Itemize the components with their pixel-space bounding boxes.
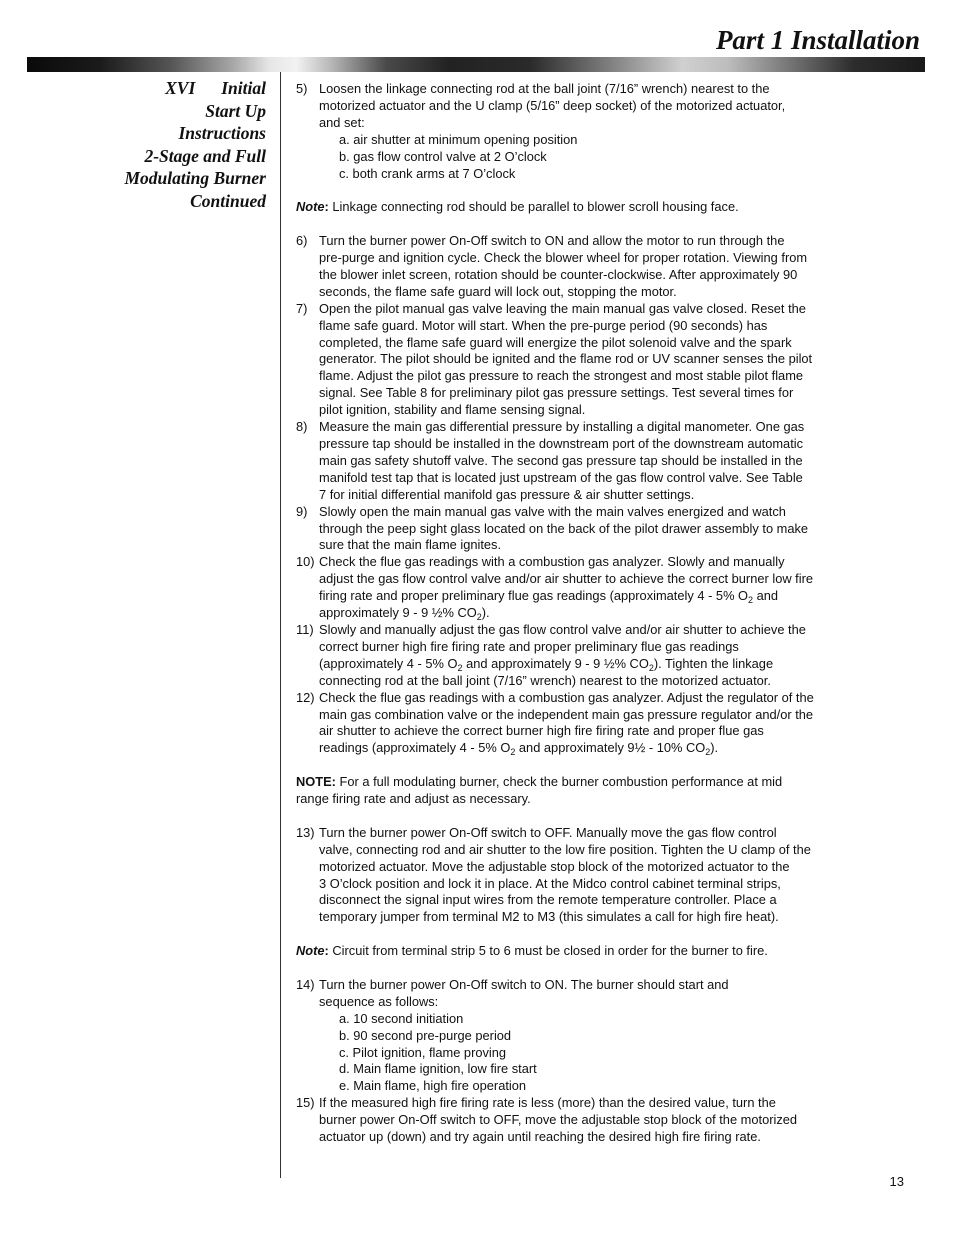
section-heading: [90, 77, 266, 213]
step-line: completed, the flame safe guard will energize the pilot solenoid valve and the spark: [319, 334, 792, 350]
step-line: flame. Adjust the pilot gas pressure to reach the strongest and most stable pilot flame: [319, 368, 804, 384]
step-line: connecting rod at the ball joint (7/16” wrench) nearest to the motorized actuator.: [319, 672, 771, 688]
step-line: approximately 9 - 9 ½% $CO_2$).: [319, 605, 490, 623]
step-line: pressure tap should be installed in the downstream port of the downstream automatic: [319, 436, 804, 451]
step-line: pilot ignition, stability and flame sensing signal.: [319, 402, 586, 418]
page-title: Part 1 Installation: [715, 25, 920, 55]
step-8: [296, 419, 871, 504]
note-full-modulating-cont: range firing rate and adjust as necessary.: [296, 791, 531, 807]
step-line: generator. The pilot should be ignited and the flame rod or UV scanner senses the pilot: [319, 351, 813, 367]
step-number: 6): [296, 233, 308, 249]
step-line: motorized actuator and the U clamp (5/16” deep socket) of the motorized actuator,: [319, 97, 786, 113]
note-full-modulating: [296, 774, 871, 791]
note-text: Circuit from terminal strip 5 to 6 must be closed in order for the burner to fire.: [328, 943, 768, 959]
column-divider: [280, 72, 281, 1178]
note-text: For a full modulating burner, check the burner combustion performance at mid: [335, 774, 783, 790]
step-line: Turn the burner power On-Off switch to OFF. Manually move the gas flow control: [319, 824, 777, 840]
step-line: Slowly open the main manual gas valve with the main valves energized and watch: [319, 503, 786, 519]
section-heading-line-3: Instructions: [178, 123, 266, 144]
sub-item: c. both crank arms at 7 O’clock: [339, 165, 516, 181]
step-line: Check the flue gas readings with a combustion gas analyzer. Slowly and manually: [319, 554, 785, 570]
sub-item: b. 90 second pre-purge period: [339, 1027, 512, 1043]
note-label: Note: [296, 199, 325, 215]
step-9: [296, 504, 871, 555]
step-line: disconnect the signal input wires from the remote temperature controller. Place a: [319, 892, 777, 908]
step-line: and set:: [319, 114, 365, 130]
step-line: the blower inlet screen, rotation should be counter-clockwise. After approximately 90: [319, 266, 798, 282]
step-5: [296, 81, 871, 182]
step-number: 9): [296, 503, 308, 519]
step-line: Check the flue gas readings with a combustion gas analyzer. Adjust the regulator of the: [319, 689, 814, 705]
step-number: 7): [296, 300, 308, 316]
page-number: 13: [889, 1174, 904, 1189]
section-heading-line-6: Continued: [190, 190, 266, 211]
step-line: pre-purge and ignition cycle. Check the blower wheel for proper rotation. Viewing from: [319, 250, 808, 266]
step-line: If the measured high fire firing rate is less (more) than the desired value, turn the: [319, 1095, 776, 1111]
step-14: [296, 977, 871, 1095]
step-line: sure that the main flame ignites.: [319, 537, 502, 553]
sub-item: d. Main flame ignition, low fire start: [339, 1061, 537, 1077]
header-gradient-bar: [27, 57, 925, 72]
step-line: air shutter to achieve the correct burner high fire firing rate and proper flue gas: [319, 723, 764, 739]
step-line: main gas safety shutoff valve. The second gas pressure tap should be installed in the: [319, 452, 803, 468]
step-line: motorized actuator. Move the adjustable stop block of the motorized actuator to the: [319, 858, 790, 874]
section-heading-line-4: 2-Stage and Full: [144, 145, 266, 166]
step-line: readings (approximately 4 - 5% $O_2$ and approximately 9½ - 10% $CO_2$).: [319, 740, 719, 758]
sub-item: a. air shutter at minimum opening position: [339, 131, 578, 147]
step-line: adjust the gas flow control valve and/or air shutter to achieve the correct burner low fire: [319, 571, 814, 587]
step-11: [296, 622, 871, 690]
step-line: burner power On-Off switch to OFF, move the adjustable stop block of the motorized: [319, 1112, 798, 1128]
step-line: Turn the burner power On-Off switch to ON. The burner should start and: [319, 976, 729, 992]
step-line: signal. See Table 8 for preliminary pilot gas pressure settings. Test several times for: [319, 385, 794, 401]
step-7: [296, 301, 871, 419]
step-number: 10): [296, 554, 315, 570]
section-heading-line-1: XVI Initial: [165, 78, 266, 98]
step-number: 14): [296, 976, 315, 992]
step-number: 13): [296, 824, 315, 840]
note-label: Note: [296, 943, 325, 959]
sub-item: b. gas flow control valve at 2 O’clock: [339, 148, 547, 164]
step-number: 8): [296, 419, 308, 435]
step-number: 11): [296, 621, 314, 637]
step-number: 5): [296, 81, 308, 96]
note-label: NOTE:: [296, 774, 336, 790]
sub-item: a. 10 second initiation: [339, 1010, 464, 1026]
step-number: 15): [296, 1095, 315, 1111]
step-line: temporary jumper from terminal M2 to M3 (this simulates a call for high fire heat).: [319, 909, 779, 925]
step-line: Turn the burner power On-Off switch to ON and allow the motor to run through the: [319, 233, 785, 249]
step-line: Measure the main gas differential pressure by installing a digital manometer. One gas: [319, 419, 805, 435]
step-line: Open the pilot manual gas valve leaving the main manual gas valve closed. Reset the: [319, 300, 806, 316]
step-12: [296, 690, 871, 758]
step-6: [296, 233, 871, 301]
step-line: valve, connecting rod and air shutter to the low fire position. Tighten the U clamp of the: [319, 841, 811, 857]
step-line: manifold test tap that is located just upstream of the gas flow control valve. See Table: [319, 469, 803, 485]
step-line: through the peep sight glass located on the back of the pilot drawer assembly to make: [319, 520, 809, 536]
step-number: 12): [296, 689, 315, 705]
step-line: flame safe guard. Motor will start. When the pre-purge period (90 seconds) has: [319, 317, 768, 333]
step-line: correct burner high fire firing rate and proper preliminary flue gas readings: [319, 638, 739, 654]
step-10: [296, 554, 871, 622]
step-line: 3 O’clock position and lock it in place. At the Midco control cabinet terminal strips,: [319, 875, 781, 891]
step-line: 7 for initial differential manifold gas pressure & air shutter settings.: [319, 486, 695, 502]
step-line: firing rate and proper preliminary flue gas readings (approximately 4 - 5% $O_2$ and: [319, 588, 779, 606]
step-line: (approximately 4 - 5% $O_2$ and approximately 9 - 9 ½% $CO_2$). Tighten the linkage: [319, 655, 774, 673]
step-line: main gas combination valve or the independent main gas pressure regulator and/or the: [319, 706, 814, 722]
step-line: actuator up (down) and try again until reaching the desired high fire firing rate.: [319, 1129, 761, 1145]
section-heading-line-5: Modulating Burner: [124, 168, 266, 189]
sub-item: c. Pilot ignition, flame proving: [339, 1044, 507, 1060]
step-line: sequence as follows:: [319, 993, 439, 1009]
note-circuit: Note: Circuit from terminal strip 5 to 6 must be closed in order for the burner to fire.: [296, 943, 768, 959]
step-13: [296, 825, 871, 926]
sub-item: e. Main flame, high fire operation: [339, 1078, 527, 1094]
step-line: seconds, the flame safe guard will lock out, stopping the motor.: [319, 283, 677, 299]
note-text: Linkage connecting rod should be parallel to blower scroll housing face.: [328, 199, 739, 215]
step-15: [296, 1095, 871, 1146]
note-linkage: Note: Linkage connecting rod should be parallel to blower scroll housing face.: [296, 199, 739, 215]
step-line: Slowly and manually adjust the gas flow control valve and/or air shutter to achieve the: [319, 621, 806, 637]
step-line: Loosen the linkage connecting rod at the ball joint (7/16” wrench) nearest to the: [319, 81, 770, 96]
instructions-body: [296, 81, 871, 1146]
section-heading-line-2: Start Up: [205, 100, 266, 121]
